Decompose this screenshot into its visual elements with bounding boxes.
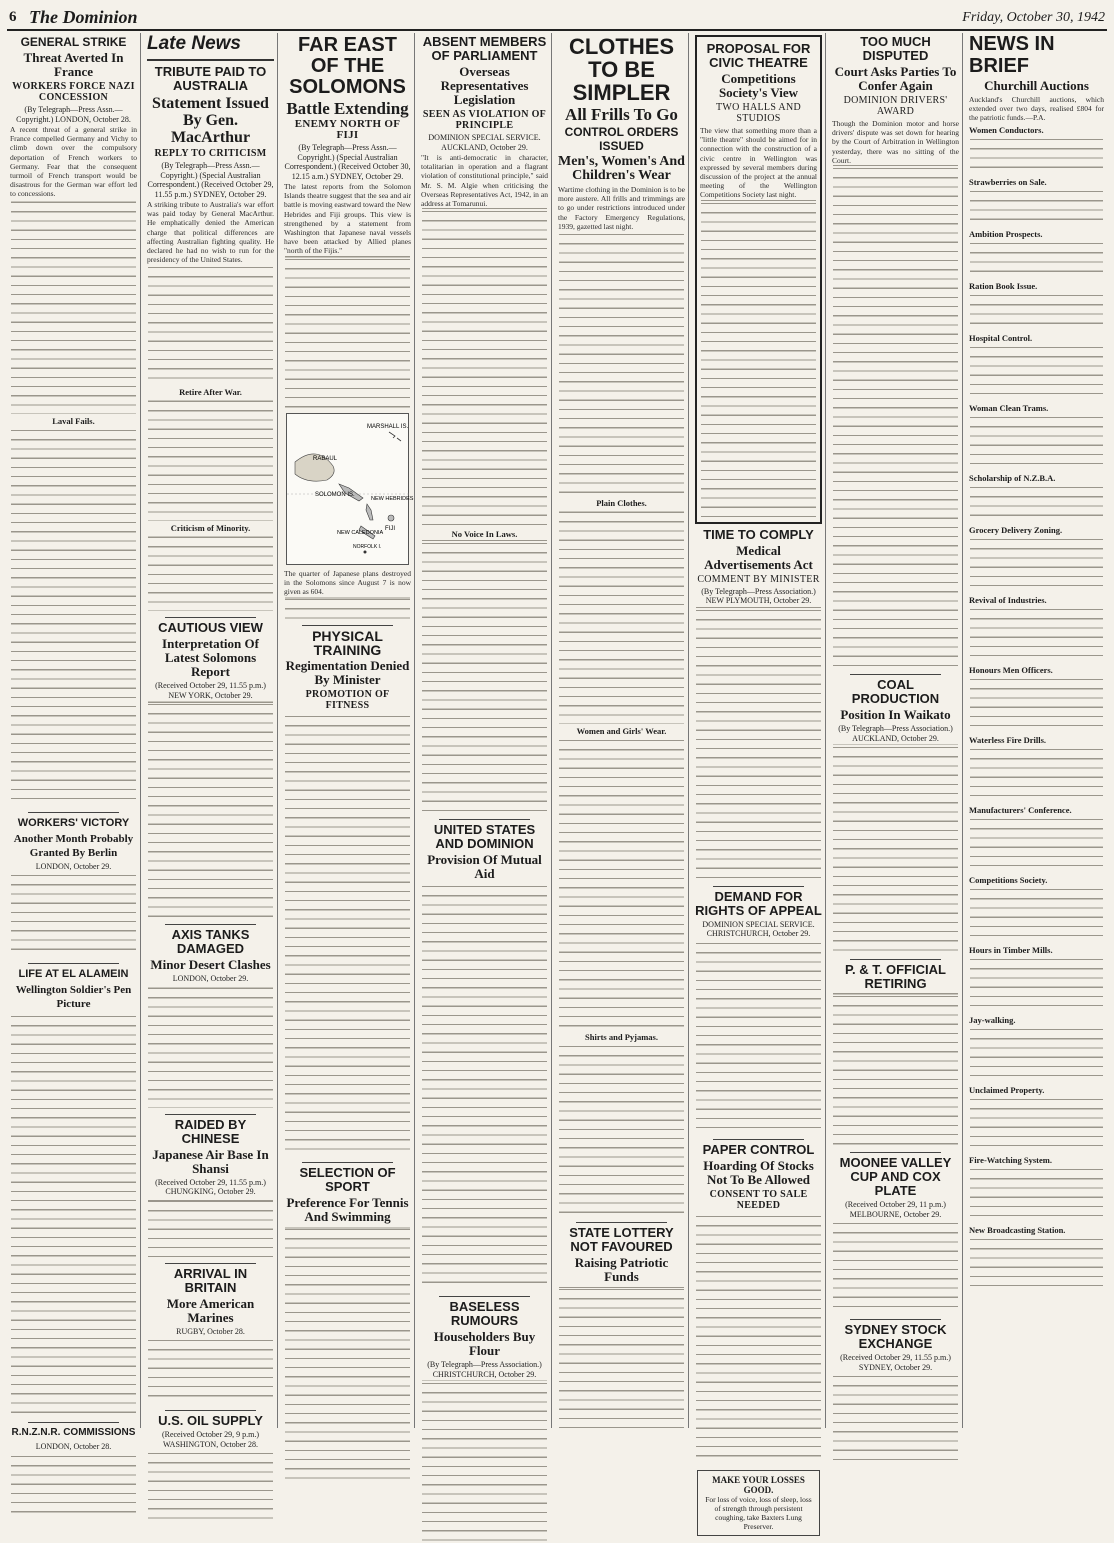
story-text [148,534,273,611]
section-subhead: Laval Fails. [52,415,95,426]
lead-paragraph: A recent threat of a general strike in France compelled Germany and Vichy to climb down over the compulsory deportation of French workers to Germany. Fear that the consequent turmoil of French transport would be disastrous for the German war effort led to concessions. [10,125,137,199]
deck: TWO HALLS AND STUDIOS [715,102,801,124]
brief-item-text [970,816,1103,873]
subheadline: Minor Desert Clashes [150,957,271,973]
story-clothes-simpler [558,35,685,1216]
lead-paragraph: The latest reports from the Solomon Islands theatre suggest that the sea and air battle is moving eastward toward the New Hebrides and Fiji groups. This view is strengthened by a statement from Washington that Japanese naval vessels have been attacked by Allied planes "north of the Fijis." [284,182,411,256]
brief-item-title: Strawberries on Sale. [969,176,1047,187]
map-caption: The quarter of Japanese plans destroyed in the Solomons since August 7 is now given as 604. [284,568,411,597]
subheadline: Another Month Probably Granted By Berlin [13,832,134,859]
story-el-alamein [10,967,137,1416]
story-text [833,744,958,953]
divider [850,1319,941,1320]
headline: PAPER CONTROL [702,1141,815,1157]
story-text [701,200,816,519]
divider [165,1410,256,1411]
brief-item-title: Hours in Timber Mills. [969,944,1053,955]
subheadline: Position In Waikato [840,707,951,723]
column-2 [144,33,278,1449]
lead-paragraph: A striking tribute to Australia's war effort was paid today by General MacArthur. He emphatically denied the American charge that political differences are affecting Australian fighting quality. He declared he had no wish to run for the presidency of the United States. [147,200,274,265]
section-subhead: Women and Girls' Wear. [576,726,667,737]
subheadline: Raising Patriotic Funds [574,1255,669,1285]
headline: WORKERS' VICTORY [17,816,130,829]
story-time-to-comply [695,528,822,880]
lead-paragraph: Wartime clothing in the Dominion is to be more austere. All frills and trimmings are to go under restrictions introduced under the Factory Emergency Regulations, 1939, gazetted last night. [558,185,685,231]
headline: GENERAL STRIKE [20,35,127,49]
headline: UNITED STATES AND DOMINION [433,822,536,852]
story-text [285,1226,410,1479]
dateline: LONDON, October 29. [35,861,112,871]
section-subhead: Criticism of Minority. [170,523,251,534]
subheadline: More American Marines [166,1295,255,1325]
dateline: (By Telegraph—Press Association.) AUCKLAND, October 29. [838,724,953,743]
column-5 [555,33,689,1428]
solomons-map [286,413,414,565]
headline: AXIS TANKS DAMAGED [171,927,250,957]
story-paper-control [695,1143,822,1464]
story-text [559,509,684,724]
section-subhead: Plain Clothes. [596,498,647,509]
map-label: NORFOLK I. [353,543,382,550]
story-state-lottery [558,1226,685,1429]
divider [439,819,530,820]
divider [147,59,274,61]
brief-item-title: Waterless Fire Drills. [969,734,1047,745]
dateline: LONDON, October 29. [172,974,249,984]
story-text [833,1373,958,1466]
divider [713,1139,804,1140]
headline: STATE LOTTERY NOT FAVOURED [569,1225,674,1255]
masthead [7,7,1107,31]
ad-title: MAKE YOUR LOSSES GOOD. [712,1474,805,1495]
lead-paragraph: "It is anti-democratic in character, totalitarian in operation and a flagrant violation of constitutional principle," said Mr. S. M. Algie when criticising the Overseas Representatives Act, 1942, in an address at Tomarunui. [421,153,548,209]
divider [165,1114,256,1115]
map-graphic [287,414,414,562]
brief-item-text [970,240,1103,279]
newspaper-page [7,7,1107,1531]
subheadline: Regimentation Denied By Minister [285,658,410,688]
headline: FAR EAST OF THE SOLOMONS [289,34,406,98]
advertisement [697,1470,820,1536]
subheadline: Statement Issued By Gen. MacArthur [152,95,269,146]
brief-item-title: Revival of Industries. [969,594,1047,605]
story-us-oil [147,1414,274,1523]
divider [713,886,804,887]
headline: BASELESS RUMOURS [449,1299,520,1329]
column-4 [418,33,552,1428]
story-text [833,165,958,668]
deck: CONSENT TO SALE NEEDED [709,1188,808,1211]
story-text [559,1286,684,1429]
story-coal-production [832,678,959,953]
divider [576,1222,667,1223]
story-far-east-solomons [284,34,414,619]
deck: COMMENT BY MINISTER [697,573,820,585]
section-subhead: Retire After War. [179,387,242,398]
divider [28,963,119,964]
column-8 [966,33,1107,1428]
subheadline: All Frills To Go [565,105,678,124]
headline: ABSENT MEMBERS OF PARLIAMENT [422,34,547,63]
subheadline: Threat Averted In France [23,50,124,79]
story-text [422,208,547,527]
dateline: (Received October 29, 11.55 p.m.) CHUNGKING, October 29. [155,1177,266,1197]
headline: TIME TO COMPLY [703,526,814,542]
subheadline: Hoarding Of Stocks Not To Be Allowed [703,1157,814,1187]
story-physical-training [284,629,411,1156]
headline: R.N.Z.N.R. COMMISSIONS [11,1427,136,1439]
brief-item-text [970,1026,1103,1083]
story-pt-official [832,963,959,1146]
brief-item-text [970,1096,1103,1153]
subheadline: Interpretation Of Latest Solomons Report [162,636,259,680]
story-text [696,1213,821,1464]
story-text [11,427,136,806]
headline: ARRIVAL IN BRITAIN [173,1265,248,1295]
dateline: (Received October 29, 11 p.m.) MELBOURNE, October 29. [845,1200,946,1219]
map-label: NEW HEBRIDES [371,495,414,502]
dateline: (By Telegraph—Press Assn.—Copyright.) (Special Australian Correspondent.) (Received October 29, 11.55 p.m.) SYDNEY, October 29. [147,161,274,199]
story-text [11,1453,136,1516]
story-text [148,398,273,521]
story-sydney-stock [832,1323,959,1466]
brief-item-text [970,344,1103,401]
story-arrival-britain [147,1267,274,1405]
brief-item-text [970,1236,1103,1293]
map-label: NEW CALEDONIA [337,529,384,536]
subheadline: Wellington Soldier's Pen Picture [15,984,132,1011]
divider [302,625,393,626]
lead-paragraph: Though the Dominion motor and horse drivers' dispute was set down for hearing by the Court of Arbitration in Wellington yesterday, there was no sitting of the Court. [832,119,959,165]
column-7 [829,33,963,1428]
story-text [559,1043,684,1216]
deck: SEEN AS VIOLATION OF PRINCIPLE [422,109,547,131]
story-text [148,701,273,918]
story-text [148,1198,273,1257]
headline: CAUTIOUS VIEW [158,620,263,636]
brief-item-title: Unclaimed Property. [969,1084,1045,1095]
divider [302,1162,393,1163]
deck: PROMOTION OF FITNESS [305,689,390,712]
column-3 [281,33,415,1428]
subheadline: Householders Buy Flour [433,1329,536,1359]
headline: PHYSICAL TRAINING [312,628,383,659]
story-selection-sport [284,1166,411,1479]
subheadline: Battle Extending [286,99,409,118]
brief-item-text [970,292,1103,331]
brief-item-text [970,676,1103,733]
divider [28,812,119,813]
brief-item-title: Scholarship of N.Z.B.A. [969,472,1056,483]
subheadline: Churchill Auctions [984,78,1089,93]
section-subhead: Shirts and Pyjamas. [585,1032,658,1043]
column-1 [7,33,141,1452]
story-text [148,985,273,1108]
headline: U.S. OIL SUPPLY [158,1413,263,1429]
dateline: (Received October 29, 11.55 p.m.) SYDNEY, October 29. [840,1353,951,1372]
story-text [833,993,958,1146]
story-text [422,1380,547,1543]
story-text [285,596,410,619]
brief-item-title: Fire-Watching System. [969,1154,1052,1165]
brief-item-text [970,886,1103,943]
deck: DOMINION DRIVERS' AWARD [843,95,948,117]
brief-item-text [970,746,1103,803]
story-civic-theatre [695,35,822,524]
lead-paragraph: Auckland's Churchill auctions, which extended over two days, realised £804 for the patriotic funds.—P.A. [969,95,1104,123]
news-in-brief-banner: NEWS IN BRIEF [969,33,1055,77]
story-text [148,264,273,385]
brief-item-text [970,606,1103,663]
story-text [696,607,821,880]
dateline: (Received October 29, 9 p.m.) WASHINGTON, October 28. [161,1430,260,1449]
dateline: LONDON, October 28. [35,1442,112,1452]
divider [850,674,941,675]
story-absent-members [421,35,548,813]
headline: P. & T. OFFICIAL RETIRING [845,962,946,992]
story-tribute-australia [147,65,274,611]
lead-paragraph: The view that something more than a "little theatre" should be aimed for in connection with the construction of a civic centre in Wellington was expressed by several members during discussion of the project at the annual meeting of the Wellington Competitions Society last night. [700,126,817,200]
story-text [422,883,547,1290]
deck: ENEMY NORTH OF FIJI [294,118,401,141]
section-subhead: No Voice In Laws. [451,529,518,540]
late-news-banner: Late News [147,33,241,54]
ad-text: For loss of voice, loss of sleep, loss of strength through persistent coughing, take Baxters Lung Preserver. [705,1494,812,1531]
brief-item-text [970,956,1103,1013]
dateline: DOMINION SPECIAL SERVICE. CHRISTCHURCH, October 29. [702,919,815,939]
story-text [285,256,410,409]
brief-item-title: New Broadcasting Station. [969,1224,1066,1235]
column-6 [692,33,826,1531]
columns [7,33,1107,1531]
brief-item-title: Ration Book Issue. [969,280,1038,291]
story-too-much-disputed [832,35,959,668]
story-text [11,1013,136,1416]
headline: COAL PRODUCTION [851,677,940,707]
headline: TOO MUCH DISPUTED [860,34,931,63]
divider [439,1296,530,1297]
story-text [833,1220,958,1313]
divider [850,959,941,960]
subheadline: Competitions Society's View [718,71,799,100]
dateline: RUGBY, October 28. [176,1326,245,1336]
dateline: DOMINION SPECIAL SERVICE. AUCKLAND, October 29. [428,133,541,152]
story-text [11,872,136,957]
deck-2: Men's, Women's And Children's Wear [558,154,685,183]
divider [165,1263,256,1264]
headline: SELECTION OF SPORT [299,1165,396,1195]
story-rnznr [10,1426,137,1516]
brief-item-title: Hospital Control. [969,332,1033,343]
headline: LIFE AT EL ALAMEIN [18,968,129,981]
story-general-strike [10,35,137,806]
brief-item-text [970,1166,1103,1223]
brief-item-text [970,136,1103,175]
brief-item-title: Competitions Society. [969,874,1048,885]
divider [850,1152,941,1153]
headline: TRIBUTE PAID TO AUSTRALIA [154,64,267,93]
dateline: (By Telegraph—Press Association.) NEW PLYMOUTH, October 29. [701,586,816,606]
map-label: SOLOMON IS. [315,491,355,498]
divider [165,924,256,925]
subheadline: Medical Advertisements Act [704,542,813,572]
brief-item-title: Women Conductors. [969,124,1044,135]
story-united-states-dominion [421,823,548,1290]
deck: CONTROL ORDERS ISSUED [564,125,679,153]
deck: WORKERS FORCE NAZI CONCESSION [12,81,135,103]
headline: RAIDED BY CHINESE [174,1116,247,1146]
story-raided-by-chinese [147,1118,274,1257]
issue-date: Friday, October 30, 1942 [962,10,1105,25]
headline: PROPOSAL FOR CIVIC THEATRE [706,41,811,70]
map-label: FIJI [385,525,395,532]
story-text [559,737,684,1030]
story-text [285,713,410,1156]
paper-name: The Dominion [29,7,138,27]
story-baseless-rumours [421,1300,548,1543]
brief-item-text [970,414,1103,471]
dateline: (By Telegraph—Press Association.) CHRISTCHURCH, October 29. [427,1360,542,1379]
brief-item-title: Ambition Prospects. [969,228,1043,239]
divider [165,617,256,618]
story-text [422,540,547,813]
brief-item-text [970,536,1103,593]
page-number: 6 [9,9,17,25]
story-rights-appeal [695,890,822,1133]
divider [28,1422,119,1423]
deck: REPLY TO CRITICISM [154,148,267,159]
dateline: (Received October 29, 11.55 p.m.) NEW YORK, October 29. [155,681,266,700]
subheadline: Japanese Air Base In Shansi [152,1146,269,1176]
map-label: RABAUL [313,455,338,462]
story-text [148,1450,273,1523]
story-text [148,1337,273,1404]
story-axis-tanks [147,928,274,1108]
headline: MOONEE VALLEY CUP AND COX PLATE [839,1155,952,1199]
headline: CLOTHES TO BE SIMPLER [568,34,675,105]
brief-item-title: Woman Clean Trams. [969,402,1049,413]
story-text [11,199,136,414]
story-moonee-valley [832,1156,959,1313]
dateline: (By Telegraph—Press Assn.—Copyright.) (Special Australian Correspondent.) (Received October 30, 12.15 a.m.) SYDNEY, October 29. [284,143,411,181]
story-workers-victory [10,816,137,958]
headline: DEMAND FOR RIGHTS OF APPEAL [695,888,822,918]
brief-item-title: Jay-walking. [969,1014,1016,1025]
story-text [559,231,684,496]
brief-item-text [970,484,1103,523]
subheadline: Overseas Representatives Legislation [440,64,529,107]
dateline: (By Telegraph—Press Assn.—Copyright.) LONDON, October 28. [16,105,131,124]
subheadline: Preference For Tennis And Swimming [286,1195,409,1225]
headline: SYDNEY STOCK EXCHANGE [844,1322,947,1352]
brief-item-text [970,188,1103,227]
brief-item-title: Manufacturers' Conference. [969,804,1072,815]
subheadline: Court Asks Parties To Confer Again [834,64,957,93]
story-cautious-view [147,621,274,918]
map-label: MARSHALL IS. [367,423,409,430]
story-text [696,940,821,1133]
brief-item-title: Honours Men Officers. [969,664,1053,675]
brief-item-title: Grocery Delivery Zoning. [969,524,1063,535]
subheadline: Provision Of Mutual Aid [427,852,542,882]
